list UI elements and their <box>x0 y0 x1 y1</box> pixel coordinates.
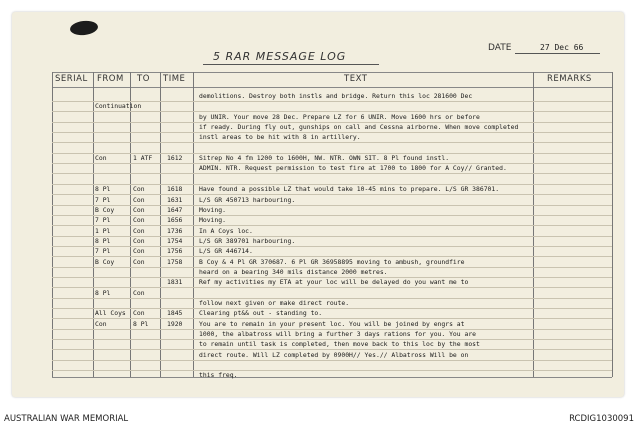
cell-time: 1656 <box>167 216 183 225</box>
cell-time: 1845 <box>167 309 183 318</box>
cell-to: Con <box>133 257 145 266</box>
footer-archive-name: AUSTRALIAN WAR MEMORIAL <box>4 414 129 424</box>
cell-to: Con <box>133 309 145 318</box>
cell-to: Con <box>133 216 145 225</box>
cell-text: You are to remain in your present loc. You will be joined by engrs at <box>199 319 465 328</box>
cell-text: Moving. <box>199 216 226 225</box>
row-rule <box>52 184 612 185</box>
cell-time: 1920 <box>167 319 183 328</box>
cell-from: 8 Pl <box>95 185 111 194</box>
cell-to: 1 ATF <box>133 154 153 163</box>
cell-from: B Coy <box>95 257 115 266</box>
row-rule <box>52 101 612 102</box>
row-rule <box>52 370 612 371</box>
cell-text: 1000, the albatross will bring a further 3 days rations for you. You are <box>199 330 477 339</box>
cell-text: follow next given or make direct route. <box>199 299 350 307</box>
cell-text: demolitions. Destroy both instls and bridge. Return this loc 281600 Dec <box>199 92 473 100</box>
cell-text: if ready. During fly out, gunships on call and Cessna airborne. When move completed <box>199 123 519 132</box>
row-rule <box>52 339 612 340</box>
row-rule <box>52 287 612 288</box>
cell-time: 1618 <box>167 185 183 194</box>
row-rule <box>52 298 612 299</box>
cell-text: instl areas to be hit with 8 in artillery. <box>199 133 361 142</box>
row-rule <box>52 215 612 216</box>
row-rule <box>52 318 612 319</box>
cell-from: 8 Pl <box>95 236 111 245</box>
header-time: TIME <box>163 74 186 84</box>
cell-to: Con <box>133 236 145 245</box>
header-remarks: REMARKS <box>547 74 592 84</box>
row-rule <box>52 277 612 278</box>
cell-text: Have found a possible LZ that would take 10-45 mins to prepare. L/S GR 386701. <box>199 185 500 194</box>
row-rule <box>52 122 612 123</box>
table-row <box>0 369 640 381</box>
row-rule <box>52 153 612 154</box>
cell-from: 7 Pl <box>95 216 111 225</box>
row-rule <box>52 111 612 112</box>
cell-to: Con <box>133 288 145 297</box>
cell-text: direct route. Will LZ completed by 0900H// Yes.// Albatross Will be on <box>199 350 469 359</box>
cell-to: Con <box>133 247 145 256</box>
cell-time: 1758 <box>167 257 183 266</box>
cell-to: Con <box>133 195 145 204</box>
row-rule <box>52 163 612 164</box>
cell-from: All Coys <box>95 309 126 318</box>
cell-text: to remain until task is completed, then move back to this loc by the most <box>199 340 480 349</box>
date-label: DATE <box>488 43 512 53</box>
row-rule <box>52 267 612 268</box>
cell-text: L/S GR 450713 harbouring. <box>199 195 296 204</box>
cell-from: Con <box>95 319 107 328</box>
row-rule <box>52 173 612 174</box>
cell-text: Sitrep No 4 fm 1200 to 1600H, NW. NTR. OWN SIT. 8 Pl found instl. <box>199 154 450 163</box>
row-rule <box>52 132 612 133</box>
row-rule <box>52 194 612 195</box>
cell-time: 1831 <box>167 278 183 287</box>
cell-from: 8 Pl <box>95 288 111 297</box>
header-from: FROM <box>97 74 124 84</box>
header-text: TEXT <box>344 74 368 84</box>
cell-text: L/S GR 446714. <box>199 247 253 256</box>
header-to: TO <box>137 74 150 84</box>
cell-to: 8 Pl <box>133 319 149 328</box>
row-rule <box>52 349 612 350</box>
cell-text: this freq. <box>199 371 238 380</box>
cell-from: 1 Pl <box>95 226 111 235</box>
row-rule <box>52 308 612 309</box>
cell-time: 1756 <box>167 247 183 256</box>
cell-to: Con <box>133 226 145 235</box>
cell-text: In A Coys loc. <box>199 226 253 235</box>
cell-text: L/S GR 389701 harbouring. <box>199 236 296 245</box>
cell-time: 1647 <box>167 205 183 214</box>
cell-text: B Coy & 4 Pl GR 370687. 6 Pl GR 36958895 moving to ambush, groundfire <box>199 257 465 266</box>
date-value: 27 Dec 66 <box>540 43 584 52</box>
cell-time: 1736 <box>167 226 183 235</box>
row-rule <box>52 329 612 330</box>
cell-time: 1631 <box>167 195 183 204</box>
row-rule <box>52 360 612 361</box>
cell-text: Moving. <box>199 205 226 214</box>
cell-text: heard on a bearing 340 mils distance 2000 metres. <box>199 267 388 276</box>
cell-from: Con <box>95 154 107 163</box>
cell-text: Clearing pt&& out - standing to. <box>199 309 323 318</box>
row-rule <box>52 246 612 247</box>
row-rule <box>52 142 612 143</box>
page-title: 5 RAR MESSAGE LOG <box>213 50 347 63</box>
cell-time: 1612 <box>167 154 183 163</box>
header-serial: SERIAL <box>55 74 88 84</box>
cell-text: by UNIR. Your move 28 Dec. Prepare LZ for 6 UNIR. Move 1600 hrs or before <box>199 112 480 121</box>
cell-from: 7 Pl <box>95 195 111 204</box>
cell-to: Con <box>133 185 145 194</box>
cell-from: Continuation <box>95 102 142 111</box>
row-rule <box>52 256 612 257</box>
cell-from: B Coy <box>95 205 115 214</box>
row-rule <box>52 236 612 237</box>
cell-time: 1754 <box>167 236 183 245</box>
row-rule <box>52 205 612 206</box>
footer-archive-id: RCDIG1030091 <box>569 414 634 424</box>
title-underline <box>203 64 379 65</box>
cell-from: 7 Pl <box>95 247 111 256</box>
row-rule <box>52 225 612 226</box>
header-rule <box>52 87 612 88</box>
cell-to: Con <box>133 205 145 214</box>
cell-text: ADMIN. NTR. Request permission to test fire at 1700 to 1800 for A Coy// Granted. <box>199 164 507 173</box>
cell-text: Ref my activities my ETA at your loc will be delayed do you want me to <box>199 278 469 287</box>
date-underline <box>515 53 600 54</box>
table-top-rule <box>52 72 612 73</box>
